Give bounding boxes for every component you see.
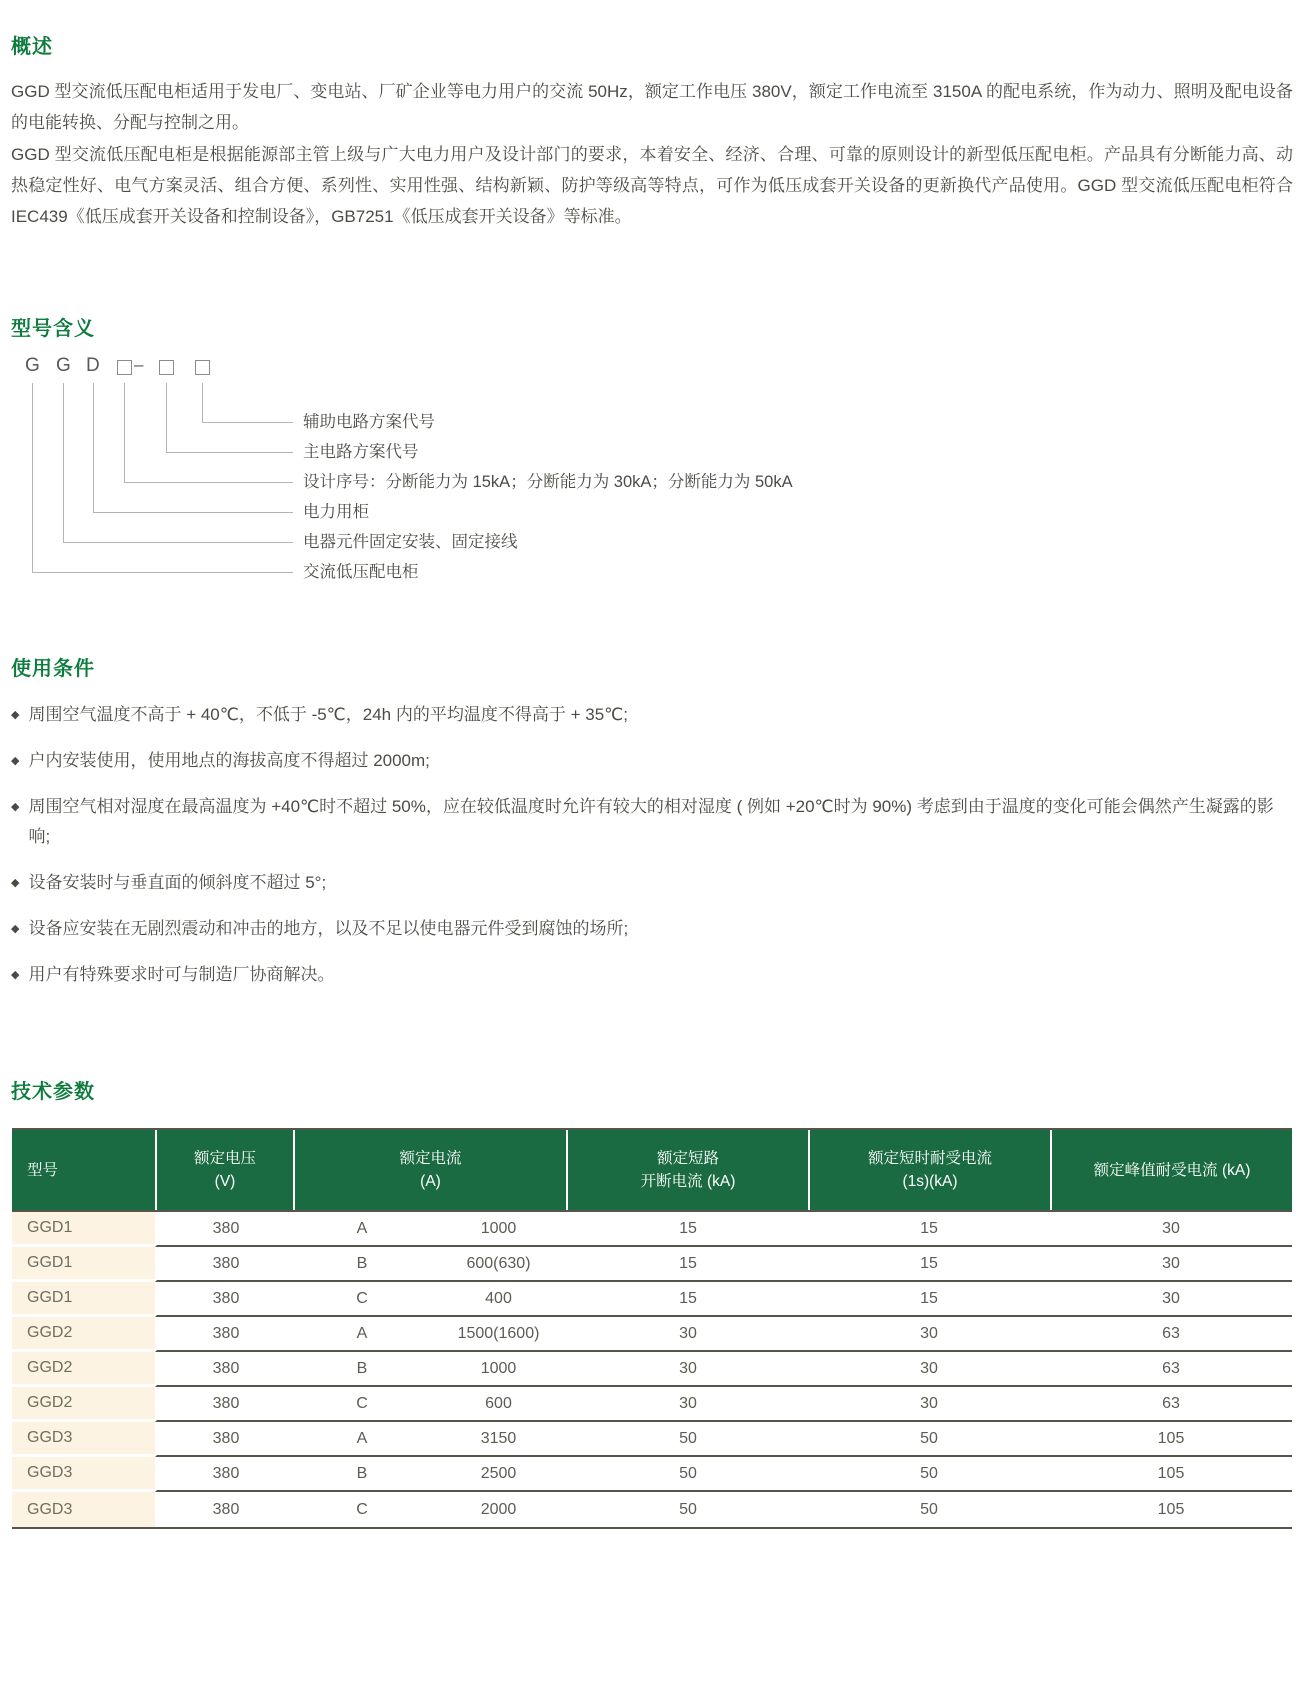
cell-peak: 63 xyxy=(1162,1394,1180,1412)
diagram-label-aux-circuit: 辅助电路方案代号 xyxy=(303,413,435,431)
cell-peak: 105 xyxy=(1157,1429,1185,1447)
model-code-letter-3: D xyxy=(86,355,100,376)
usage-condition-text: 户内安装使用，使用地点的海拔高度不得超过 2000m; xyxy=(28,751,430,770)
cell-current: 2500 xyxy=(480,1464,517,1482)
cell-current: 400 xyxy=(485,1289,512,1307)
connector-line xyxy=(63,542,293,543)
connector-line xyxy=(63,383,64,542)
table-header-breaking-current xyxy=(566,1130,808,1210)
cell-model: GGD3 xyxy=(12,1492,155,1527)
row-values xyxy=(155,1282,1292,1317)
model-code-letter-1: G xyxy=(25,355,40,376)
connector-line xyxy=(202,383,203,422)
connector-line xyxy=(93,512,293,513)
cell-breaking: 15 xyxy=(679,1254,697,1272)
table-header-current xyxy=(293,1130,566,1210)
cell-model: GGD1 xyxy=(12,1247,155,1282)
table-row xyxy=(12,1212,1292,1247)
connector-line xyxy=(124,482,293,483)
cell-peak: 105 xyxy=(1157,1500,1185,1518)
section-heading-model-meaning: 型号含义 xyxy=(11,318,95,340)
usage-condition-item xyxy=(11,700,1295,730)
cell-model: GGD2 xyxy=(12,1317,155,1352)
diamond-bullet-icon: ◆ xyxy=(11,969,20,981)
table-row xyxy=(12,1317,1292,1352)
usage-condition-item xyxy=(11,868,1295,898)
cell-peak: 30 xyxy=(1162,1289,1180,1307)
row-values xyxy=(155,1317,1292,1352)
cell-breaking: 15 xyxy=(679,1219,697,1237)
cell-current: 1000 xyxy=(480,1359,517,1377)
cell-model: GGD1 xyxy=(12,1282,155,1317)
cell-letter: C xyxy=(356,1289,368,1307)
cell-breaking: 30 xyxy=(679,1359,697,1377)
row-values xyxy=(155,1387,1292,1422)
header-line: (1s)(kA) xyxy=(902,1173,958,1190)
cell-breaking: 30 xyxy=(679,1324,697,1342)
header-line: 额定电压 xyxy=(193,1150,256,1167)
cell-breaking: 15 xyxy=(679,1289,697,1307)
cell-voltage: 380 xyxy=(212,1464,240,1482)
model-code-letter-2: G xyxy=(56,355,71,376)
diamond-bullet-icon: ◆ xyxy=(11,755,20,767)
cell-breaking: 30 xyxy=(679,1394,697,1412)
table-header-voltage xyxy=(155,1130,293,1210)
table-row xyxy=(12,1247,1292,1282)
cell-peak: 105 xyxy=(1157,1464,1185,1482)
cell-peak: 63 xyxy=(1162,1324,1180,1342)
cell-model: GGD3 xyxy=(12,1457,155,1492)
usage-condition-text: 周围空气相对湿度在最高温度为 +40℃时不超过 50%，应在较低温度时允许有较大的相对湿度 ( 例如 +20℃时为 90%) 考虑到由于温度的变化可能会偶然产生凝露的影响; xyxy=(28,797,1274,846)
diagram-label-power-cabinet: 电力用柜 xyxy=(303,503,369,521)
table-row xyxy=(12,1422,1292,1457)
cell-voltage: 380 xyxy=(212,1219,240,1237)
header-line: 型号 xyxy=(27,1161,59,1179)
cell-voltage: 380 xyxy=(212,1289,240,1307)
cell-letter: A xyxy=(356,1324,368,1342)
cell-letter: B xyxy=(356,1464,368,1482)
cell-current: 600(630) xyxy=(466,1254,531,1272)
connector-line xyxy=(166,383,167,452)
section-heading-tech-params: 技术参数 xyxy=(11,1081,95,1103)
usage-condition-text: 用户有特殊要求时可与制造厂协商解决。 xyxy=(28,965,335,984)
cell-peak: 30 xyxy=(1162,1219,1180,1237)
header-line: 额定电流 xyxy=(399,1150,462,1167)
header-line: (V) xyxy=(214,1173,236,1190)
cell-voltage: 380 xyxy=(212,1429,240,1447)
table-header-row xyxy=(12,1128,1292,1212)
cell-current: 600 xyxy=(485,1394,512,1412)
model-code-dash: – xyxy=(134,355,144,374)
usage-condition-item xyxy=(11,960,1295,990)
cell-withstand: 50 xyxy=(920,1429,938,1447)
usage-condition-item xyxy=(11,746,1295,776)
cell-voltage: 380 xyxy=(212,1500,240,1518)
cell-letter: A xyxy=(356,1429,368,1447)
cell-peak: 63 xyxy=(1162,1359,1180,1377)
header-line: 开断电流 (kA) xyxy=(640,1173,736,1190)
cell-current: 1000 xyxy=(480,1219,517,1237)
diagram-label-design-serial: 设计序号：分断能力为 15kA；分断能力为 30kA；分断能力为 50kA xyxy=(303,473,793,491)
diagram-label-fixed-install: 电器元件固定安装、固定接线 xyxy=(303,533,518,551)
cell-letter: B xyxy=(356,1254,368,1272)
cell-withstand: 15 xyxy=(920,1254,938,1272)
cell-withstand: 30 xyxy=(920,1324,938,1342)
cell-model: GGD2 xyxy=(12,1387,155,1422)
cell-breaking: 50 xyxy=(679,1429,697,1447)
cell-letter: C xyxy=(356,1500,368,1518)
header-line: 额定峰值耐受电流 (kA) xyxy=(1093,1161,1251,1179)
header-line: (A) xyxy=(420,1173,441,1190)
overview-paragraph-2: GGD 型交流低压配电柜是根据能源部主管上级与广大电力用户及设计部门的要求，本着安全、经济、合理、可靠的原则设计的新型低压配电柜。产品具有分断能力高、动热稳定性好、电气方案灵活、组合方便、系列性、实用性强、结构新颖、防护等级高等特点，可作为低压成套开关设备的更新换代产品使用。GGD 型交流低压配电柜符合 IEC439《低压成套开关设备和控制设备》，GB7251《低压成套开关设备》等标准。 xyxy=(11,145,1293,226)
cell-model: GGD3 xyxy=(12,1422,155,1457)
model-code-box-2 xyxy=(159,360,174,375)
connector-line xyxy=(124,383,125,482)
usage-condition-text: 设备应安装在无剧烈震动和冲击的地方，以及不足以使电器元件受到腐蚀的场所; xyxy=(28,919,629,938)
row-values xyxy=(155,1212,1292,1247)
cell-peak: 30 xyxy=(1162,1254,1180,1272)
cell-current: 2000 xyxy=(480,1500,517,1518)
usage-conditions-list xyxy=(11,700,1295,1006)
tech-params-table xyxy=(12,1128,1292,1529)
table-row xyxy=(12,1457,1292,1492)
row-values xyxy=(155,1422,1292,1457)
cell-voltage: 380 xyxy=(212,1359,240,1377)
cell-letter: C xyxy=(356,1394,368,1412)
usage-condition-text: 设备安装时与垂直面的倾斜度不超过 5°; xyxy=(28,873,327,892)
table-header-model xyxy=(12,1130,155,1210)
row-values xyxy=(155,1457,1292,1492)
usage-condition-item xyxy=(11,914,1295,944)
connector-line xyxy=(202,422,293,423)
diamond-bullet-icon: ◆ xyxy=(11,801,20,813)
diamond-bullet-icon: ◆ xyxy=(11,923,20,935)
cell-withstand: 15 xyxy=(920,1289,938,1307)
cell-voltage: 380 xyxy=(212,1324,240,1342)
section-heading-usage-conditions: 使用条件 xyxy=(11,658,95,680)
cell-withstand: 50 xyxy=(920,1464,938,1482)
row-values xyxy=(155,1247,1292,1282)
cell-model: GGD1 xyxy=(12,1212,155,1247)
overview-paragraph-1: GGD 型交流低压配电柜适用于发电厂、变电站、厂矿企业等电力用户的交流 50Hz，额定工作电压 380V，额定工作电流至 3150A 的配电系统，作为动力、照明及配电设备的电能转换、分配与控制之用。 xyxy=(11,82,1293,132)
table-header-peak-current xyxy=(1050,1130,1292,1210)
cell-current: 1500(1600) xyxy=(457,1324,540,1342)
cell-withstand: 15 xyxy=(920,1219,938,1237)
connector-line xyxy=(32,572,293,573)
cell-withstand: 50 xyxy=(920,1500,938,1518)
row-values xyxy=(155,1352,1292,1387)
usage-condition-item xyxy=(11,792,1295,852)
table-row xyxy=(12,1352,1292,1387)
diamond-bullet-icon: ◆ xyxy=(11,709,20,721)
connector-line xyxy=(32,383,33,572)
table-row xyxy=(12,1282,1292,1317)
table-row xyxy=(12,1492,1292,1527)
usage-condition-text: 周围空气温度不高于 + 40℃，不低于 -5℃，24h 内的平均温度不得高于 + 35℃; xyxy=(28,705,628,724)
cell-letter: A xyxy=(356,1219,368,1237)
diamond-bullet-icon: ◆ xyxy=(11,877,20,889)
diagram-label-ac-lv-cabinet: 交流低压配电柜 xyxy=(303,563,419,581)
cell-letter: B xyxy=(356,1359,368,1377)
cell-voltage: 380 xyxy=(212,1394,240,1412)
header-line: 额定短时耐受电流 xyxy=(867,1150,992,1167)
table-row xyxy=(12,1387,1292,1422)
cell-model: GGD2 xyxy=(12,1352,155,1387)
row-values xyxy=(155,1492,1292,1527)
model-code-diagram xyxy=(11,355,1291,595)
cell-withstand: 30 xyxy=(920,1394,938,1412)
cell-withstand: 30 xyxy=(920,1359,938,1377)
connector-line xyxy=(93,383,94,512)
model-code-box-1 xyxy=(117,360,132,375)
model-code-box-3 xyxy=(195,360,210,375)
section-heading-overview: 概述 xyxy=(11,36,53,58)
table-header-withstand-current xyxy=(808,1130,1050,1210)
cell-voltage: 380 xyxy=(212,1254,240,1272)
diagram-label-main-circuit: 主电路方案代号 xyxy=(303,443,419,461)
cell-breaking: 50 xyxy=(679,1464,697,1482)
connector-line xyxy=(166,452,293,453)
header-line: 额定短路 xyxy=(656,1150,719,1167)
cell-current: 3150 xyxy=(480,1429,517,1447)
cell-breaking: 50 xyxy=(679,1500,697,1518)
